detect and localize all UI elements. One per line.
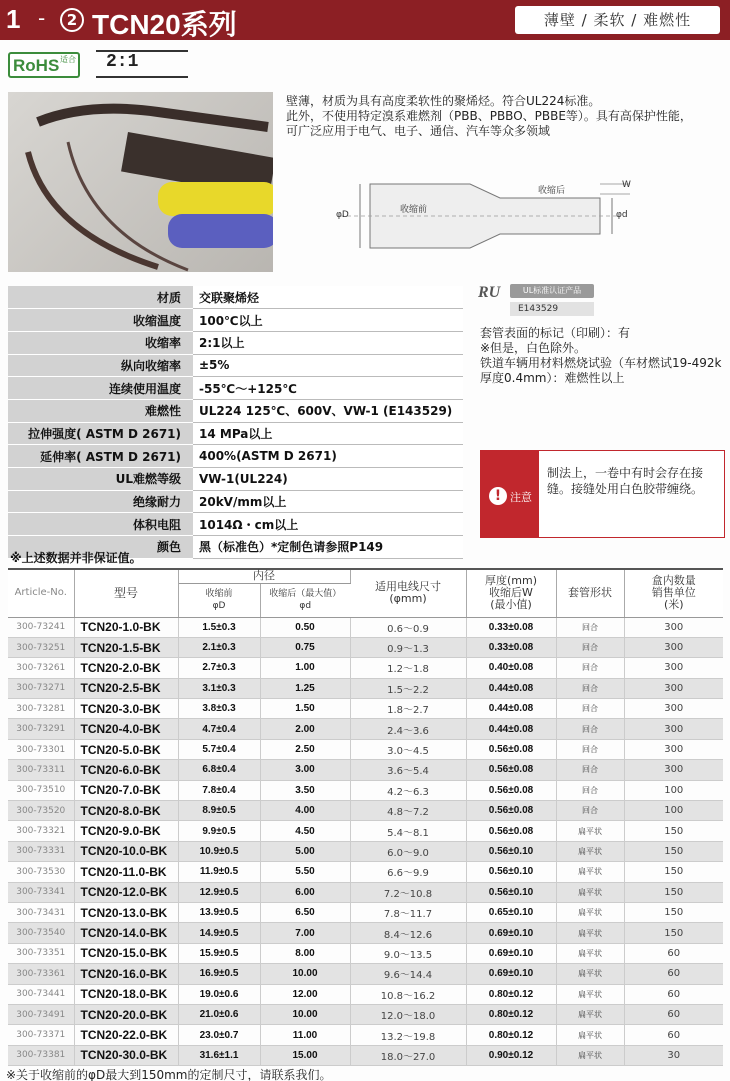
diameter-before: 6.8±0.4	[178, 760, 260, 780]
diameter-before: 2.7±0.3	[178, 658, 260, 678]
model-number: TCN20-1.0-BK	[74, 617, 178, 637]
caution-text: 制法上，一卷中有时会存在接缝。接缝处用白色胶带缠绕。	[547, 466, 704, 496]
header-wire-size: 适用电线尺寸 (φmm)	[350, 569, 466, 617]
model-number: TCN20-8.0-BK	[74, 801, 178, 821]
box-quantity: 150	[624, 841, 723, 861]
property-row	[8, 309, 463, 332]
wall-thickness: 0.44±0.08	[466, 678, 556, 698]
property-row	[8, 422, 463, 445]
svg-text:RU: RU	[478, 284, 501, 300]
wall-thickness: 0.56±0.08	[466, 739, 556, 759]
box-quantity: 60	[624, 964, 723, 984]
model-number: TCN20-7.0-BK	[74, 780, 178, 800]
property-value: 14 MPa以上	[193, 422, 463, 445]
wall-thickness: 0.56±0.08	[466, 801, 556, 821]
diameter-after: 0.75	[260, 637, 350, 657]
article-number: 300-73281	[8, 699, 74, 719]
shrink-ratio-badge	[96, 50, 196, 78]
shrink-diagram	[330, 172, 650, 262]
page-title: TCN20系列	[92, 9, 237, 40]
table-row	[8, 1004, 723, 1024]
property-label: 收缩温度	[8, 309, 193, 332]
wall-thickness: 0.65±0.10	[466, 902, 556, 922]
property-value: UL224 125℃、600V、VW-1 (E143529)	[193, 399, 463, 422]
tubing-illustration	[8, 92, 273, 272]
tube-shape: 扁平状	[556, 964, 624, 984]
article-number: 300-73311	[8, 760, 74, 780]
tube-shape: 回合	[556, 699, 624, 719]
tube-shape: 回合	[556, 760, 624, 780]
tube-shape: 扁平状	[556, 943, 624, 963]
description-line: 此外，不使用特定溴系难燃剂（PBB、PBBO、PBBE等）。具有高保护性能，	[286, 109, 692, 123]
wall-thickness: 0.56±0.10	[466, 882, 556, 902]
section-dash: -	[38, 6, 46, 30]
wall-thickness: 0.69±0.10	[466, 964, 556, 984]
phi-d-label: φd	[616, 210, 628, 220]
tube-shape: 回合	[556, 617, 624, 637]
article-number: 300-73530	[8, 862, 74, 882]
wire-size: 3.6～5.4	[350, 760, 466, 780]
table-row	[8, 923, 723, 943]
table-row	[8, 678, 723, 698]
properties-table	[8, 286, 463, 559]
wire-size: 7.2～10.8	[350, 882, 466, 902]
model-number: TCN20-12.0-BK	[74, 882, 178, 902]
marking-notes	[480, 326, 730, 386]
wire-size: 8.4～12.6	[350, 923, 466, 943]
wire-size: 3.0～4.5	[350, 739, 466, 759]
diameter-before: 7.8±0.4	[178, 780, 260, 800]
diameter-before: 9.9±0.5	[178, 821, 260, 841]
table-row	[8, 984, 723, 1004]
wall-thickness: 0.80±0.12	[466, 1004, 556, 1024]
caution-sidebar	[481, 451, 539, 537]
table-row	[8, 862, 723, 882]
diameter-before: 23.0±0.7	[178, 1025, 260, 1045]
tube-shape: 回合	[556, 678, 624, 698]
table-row	[8, 719, 723, 739]
article-number: 300-73321	[8, 821, 74, 841]
wall-thickness: 0.44±0.08	[466, 699, 556, 719]
property-value: 20kV/mm以上	[193, 490, 463, 513]
tube-shape: 扁平状	[556, 841, 624, 861]
property-label: 纵向收缩率	[8, 354, 193, 377]
property-label: 材质	[8, 286, 193, 309]
diameter-before: 16.9±0.5	[178, 964, 260, 984]
model-number: TCN20-18.0-BK	[74, 984, 178, 1004]
description-line: 壁薄，材质为具有高度柔软性的聚烯烃。符合UL224标准。	[286, 94, 601, 108]
feature-tagline: 薄壁 / 柔软 / 难燃性	[515, 6, 720, 34]
property-label: UL难燃等级	[8, 468, 193, 491]
tube-shape: 回合	[556, 719, 624, 739]
property-label: 难燃性	[8, 399, 193, 422]
box-quantity: 300	[624, 617, 723, 637]
property-row	[8, 445, 463, 468]
diameter-before: 13.9±0.5	[178, 902, 260, 922]
property-value: 黑（标准色）*定制色请参照P149	[193, 536, 463, 559]
product-table	[8, 568, 723, 1066]
section-header	[0, 0, 730, 40]
article-number: 300-73251	[8, 637, 74, 657]
tube-shape: 回合	[556, 739, 624, 759]
property-row	[8, 331, 463, 354]
article-number: 300-73540	[8, 923, 74, 943]
wire-size: 10.8～16.2	[350, 984, 466, 1004]
model-number: TCN20-14.0-BK	[74, 923, 178, 943]
wire-size: 1.2～1.8	[350, 658, 466, 678]
wire-size: 6.0～9.0	[350, 841, 466, 861]
table-row	[8, 943, 723, 963]
rohs-badge	[8, 52, 80, 78]
diameter-before: 8.9±0.5	[178, 801, 260, 821]
box-quantity: 300	[624, 637, 723, 657]
diameter-before: 10.9±0.5	[178, 841, 260, 861]
rohs-label: RoHS	[13, 56, 60, 75]
wire-size: 1.5～2.2	[350, 678, 466, 698]
property-row	[8, 490, 463, 513]
section-sub-number: 2	[60, 8, 84, 32]
table-row	[8, 1045, 723, 1065]
model-number: TCN20-16.0-BK	[74, 964, 178, 984]
property-value: 交联聚烯烃	[193, 286, 463, 309]
diameter-after: 6.00	[260, 882, 350, 902]
property-row	[8, 513, 463, 536]
section-number: 1	[6, 4, 21, 34]
diameter-after: 11.00	[260, 1025, 350, 1045]
exclamation-icon: !	[489, 487, 507, 505]
wall-thickness: 0.56±0.08	[466, 760, 556, 780]
wire-size: 0.6～0.9	[350, 617, 466, 637]
tube-shape: 回合	[556, 658, 624, 678]
tube-shape: 扁平状	[556, 821, 624, 841]
diameter-after: 5.00	[260, 841, 350, 861]
property-row	[8, 377, 463, 400]
box-quantity: 300	[624, 699, 723, 719]
table-row	[8, 760, 723, 780]
box-quantity: 300	[624, 760, 723, 780]
property-label: 绝缘耐力	[8, 490, 193, 513]
property-label: 拉伸强度( ASTM D 2671)	[8, 422, 193, 445]
tube-shape: 回合	[556, 780, 624, 800]
marking-note-line: 套管表面的标记（印刷）：有	[480, 326, 631, 340]
wire-size: 6.6～9.9	[350, 862, 466, 882]
wall-thickness: 0.80±0.12	[466, 1025, 556, 1045]
wire-size: 7.8～11.7	[350, 902, 466, 922]
property-value: 1014Ω・cm以上	[193, 513, 463, 536]
box-quantity: 150	[624, 882, 723, 902]
diameter-before: 11.9±0.5	[178, 862, 260, 882]
wire-size: 13.2～19.8	[350, 1025, 466, 1045]
diameter-before: 2.1±0.3	[178, 637, 260, 657]
tube-shape: 扁平状	[556, 862, 624, 882]
wall-thickness-label: W	[622, 180, 631, 190]
wire-size: 2.4～3.6	[350, 719, 466, 739]
table-row	[8, 964, 723, 984]
property-label: 体积电阻	[8, 513, 193, 536]
property-label: 收缩率	[8, 331, 193, 354]
diameter-before: 1.5±0.3	[178, 617, 260, 637]
wall-thickness: 0.69±0.10	[466, 943, 556, 963]
diameter-before: 3.8±0.3	[178, 699, 260, 719]
product-photo	[8, 92, 273, 272]
model-number: TCN20-10.0-BK	[74, 841, 178, 861]
diameter-after: 2.00	[260, 719, 350, 739]
box-quantity: 150	[624, 821, 723, 841]
diameter-before: 3.1±0.3	[178, 678, 260, 698]
model-number: TCN20-20.0-BK	[74, 1004, 178, 1024]
table-row	[8, 821, 723, 841]
header-article: Article-No.	[8, 569, 74, 617]
model-number: TCN20-9.0-BK	[74, 821, 178, 841]
model-number: TCN20-4.0-BK	[74, 719, 178, 739]
model-number: TCN20-30.0-BK	[74, 1045, 178, 1065]
article-number: 300-73291	[8, 719, 74, 739]
box-quantity: 150	[624, 902, 723, 922]
diameter-after: 1.25	[260, 678, 350, 698]
table-row	[8, 658, 723, 678]
box-quantity: 60	[624, 943, 723, 963]
box-quantity: 30	[624, 1045, 723, 1065]
table-row	[8, 617, 723, 637]
ul-file-number: E143529	[510, 302, 594, 316]
property-value: -55℃～+125℃	[193, 377, 463, 400]
wire-size: 1.8～2.7	[350, 699, 466, 719]
wall-thickness: 0.56±0.10	[466, 841, 556, 861]
diameter-before: 15.9±0.5	[178, 943, 260, 963]
box-quantity: 150	[624, 923, 723, 943]
wire-size: 0.9～1.3	[350, 637, 466, 657]
marking-note-line: ※但是，白色除外。	[480, 341, 587, 355]
table-row	[8, 902, 723, 922]
article-number: 300-73271	[8, 678, 74, 698]
box-quantity: 300	[624, 739, 723, 759]
article-number: 300-73351	[8, 943, 74, 963]
box-quantity: 100	[624, 780, 723, 800]
diameter-after: 3.00	[260, 760, 350, 780]
diameter-after: 12.00	[260, 984, 350, 1004]
model-number: TCN20-6.0-BK	[74, 760, 178, 780]
box-quantity: 60	[624, 1004, 723, 1024]
wall-thickness: 0.90±0.12	[466, 1045, 556, 1065]
ratio-bottom-rule	[96, 76, 188, 78]
header-model: 型号	[74, 569, 178, 617]
property-label: 连续使用温度	[8, 377, 193, 400]
diameter-after: 4.00	[260, 801, 350, 821]
article-number: 300-73361	[8, 964, 74, 984]
article-number: 300-73241	[8, 617, 74, 637]
wire-size: 4.8～7.2	[350, 801, 466, 821]
rohs-suffix: 适合	[60, 55, 76, 64]
diameter-before: 21.0±0.6	[178, 1004, 260, 1024]
ul-certified-badge: UL标准认证产品	[510, 284, 594, 298]
marking-note-line: 铁道车辆用材料燃烧试验（车材燃试19-492k	[480, 356, 722, 370]
property-row	[8, 468, 463, 491]
article-number: 300-73341	[8, 882, 74, 902]
tube-shape: 扁平状	[556, 984, 624, 1004]
model-number: TCN20-13.0-BK	[74, 902, 178, 922]
diameter-after: 0.50	[260, 617, 350, 637]
marking-note-line: 厚度0.4mm）：难燃性以上	[480, 371, 625, 385]
shrink-ratio: 2:1	[106, 52, 139, 72]
tube-shape: 扁平状	[556, 1045, 624, 1065]
product-description	[286, 94, 716, 139]
header-quantity: 盒内数量 销售单位 (米)	[624, 569, 723, 617]
wire-size: 9.0～13.5	[350, 943, 466, 963]
box-quantity: 300	[624, 678, 723, 698]
article-number: 300-73371	[8, 1025, 74, 1045]
property-row	[8, 399, 463, 422]
table-row	[8, 841, 723, 861]
diameter-before: 12.9±0.5	[178, 882, 260, 902]
wall-thickness: 0.33±0.08	[466, 617, 556, 637]
tube-shape: 扁平状	[556, 1025, 624, 1045]
diameter-after: 8.00	[260, 943, 350, 963]
article-number: 300-73491	[8, 1004, 74, 1024]
property-row	[8, 354, 463, 377]
diameter-after: 10.00	[260, 964, 350, 984]
property-label: 颜色	[8, 536, 193, 559]
article-number: 300-73261	[8, 658, 74, 678]
header-shape: 套管形状	[556, 569, 624, 617]
property-value: ±5%	[193, 354, 463, 377]
table-row	[8, 882, 723, 902]
wall-thickness: 0.44±0.08	[466, 719, 556, 739]
description-line: 可广泛应用于电气、电子、通信、汽车等众多领域	[286, 124, 551, 138]
tube-shape: 扁平状	[556, 882, 624, 902]
diameter-after: 15.00	[260, 1045, 350, 1065]
header-inner-diameter: 内径	[178, 569, 350, 583]
wall-thickness: 0.56±0.08	[466, 821, 556, 841]
wire-size: 5.4～8.1	[350, 821, 466, 841]
box-quantity: 150	[624, 862, 723, 882]
diameter-after: 1.50	[260, 699, 350, 719]
diameter-after: 7.00	[260, 923, 350, 943]
table-row	[8, 1025, 723, 1045]
box-quantity: 60	[624, 1025, 723, 1045]
header-thickness: 厚度(mm) 收缩后W (最小值)	[466, 569, 556, 617]
diameter-after: 10.00	[260, 1004, 350, 1024]
tube-shape: 回合	[556, 801, 624, 821]
wire-size: 4.2～6.3	[350, 780, 466, 800]
wall-thickness: 0.33±0.08	[466, 637, 556, 657]
before-shrink-label: 收缩前	[400, 205, 428, 215]
model-number: TCN20-3.0-BK	[74, 699, 178, 719]
diameter-after: 2.50	[260, 739, 350, 759]
model-number: TCN20-5.0-BK	[74, 739, 178, 759]
diameter-before: 19.0±0.6	[178, 984, 260, 1004]
table-row	[8, 739, 723, 759]
article-number: 300-73520	[8, 801, 74, 821]
wall-thickness: 0.56±0.10	[466, 862, 556, 882]
wall-thickness: 0.40±0.08	[466, 658, 556, 678]
property-row	[8, 286, 463, 309]
box-quantity: 100	[624, 801, 723, 821]
custom-size-footnote: ※关于收缩前的φD最大到150mm的定制尺寸，请联系我们。	[6, 1068, 332, 1081]
header-before-shrink: 收缩前 φD	[178, 583, 260, 617]
article-number: 300-73381	[8, 1045, 74, 1065]
article-number: 300-73301	[8, 739, 74, 759]
diameter-before: 31.6±1.1	[178, 1045, 260, 1065]
property-label: 延伸率( ASTM D 2671)	[8, 445, 193, 468]
after-shrink-label: 收缩后	[538, 186, 566, 196]
table-row	[8, 801, 723, 821]
model-number: TCN20-15.0-BK	[74, 943, 178, 963]
header-after-shrink: 收缩后（最大值） φd	[260, 583, 350, 617]
article-number: 300-73510	[8, 780, 74, 800]
model-number: TCN20-1.5-BK	[74, 637, 178, 657]
property-value: 400%(ASTM D 2671)	[193, 445, 463, 468]
caution-box	[480, 450, 725, 538]
table-row	[8, 780, 723, 800]
wall-thickness: 0.80±0.12	[466, 984, 556, 1004]
table-row	[8, 637, 723, 657]
wall-thickness: 0.69±0.10	[466, 923, 556, 943]
diameter-before: 14.9±0.5	[178, 923, 260, 943]
model-number: TCN20-22.0-BK	[74, 1025, 178, 1045]
property-value: VW-1(UL224)	[193, 468, 463, 491]
article-number: 300-73431	[8, 902, 74, 922]
tube-shape: 扁平状	[556, 1004, 624, 1024]
wall-thickness: 0.56±0.08	[466, 780, 556, 800]
diameter-after: 3.50	[260, 780, 350, 800]
diameter-after: 4.50	[260, 821, 350, 841]
property-value: 2:1以上	[193, 331, 463, 354]
box-quantity: 60	[624, 984, 723, 1004]
article-number: 300-73331	[8, 841, 74, 861]
tube-shape: 扁平状	[556, 923, 624, 943]
wire-size: 18.0～27.0	[350, 1045, 466, 1065]
diameter-before: 4.7±0.4	[178, 719, 260, 739]
model-number: TCN20-2.0-BK	[74, 658, 178, 678]
box-quantity: 300	[624, 658, 723, 678]
tube-shape: 扁平状	[556, 902, 624, 922]
table-row	[8, 699, 723, 719]
model-number: TCN20-11.0-BK	[74, 862, 178, 882]
model-number: TCN20-2.5-BK	[74, 678, 178, 698]
diameter-before: 5.7±0.4	[178, 739, 260, 759]
tube-shape: 回合	[556, 637, 624, 657]
wire-size: 9.6～14.4	[350, 964, 466, 984]
diameter-after: 5.50	[260, 862, 350, 882]
diameter-after: 6.50	[260, 902, 350, 922]
box-quantity: 300	[624, 719, 723, 739]
wire-size: 12.0～18.0	[350, 1004, 466, 1024]
phi-D-label: φD	[336, 210, 349, 220]
caution-label: 注意	[510, 491, 532, 504]
property-value: 100℃以上	[193, 309, 463, 332]
ul-recognized-icon	[476, 282, 506, 300]
diameter-after: 1.00	[260, 658, 350, 678]
tube-profile-drawing	[330, 172, 650, 262]
article-number: 300-73441	[8, 984, 74, 1004]
properties-disclaimer: ※上述数据并非保证值。	[10, 551, 142, 565]
